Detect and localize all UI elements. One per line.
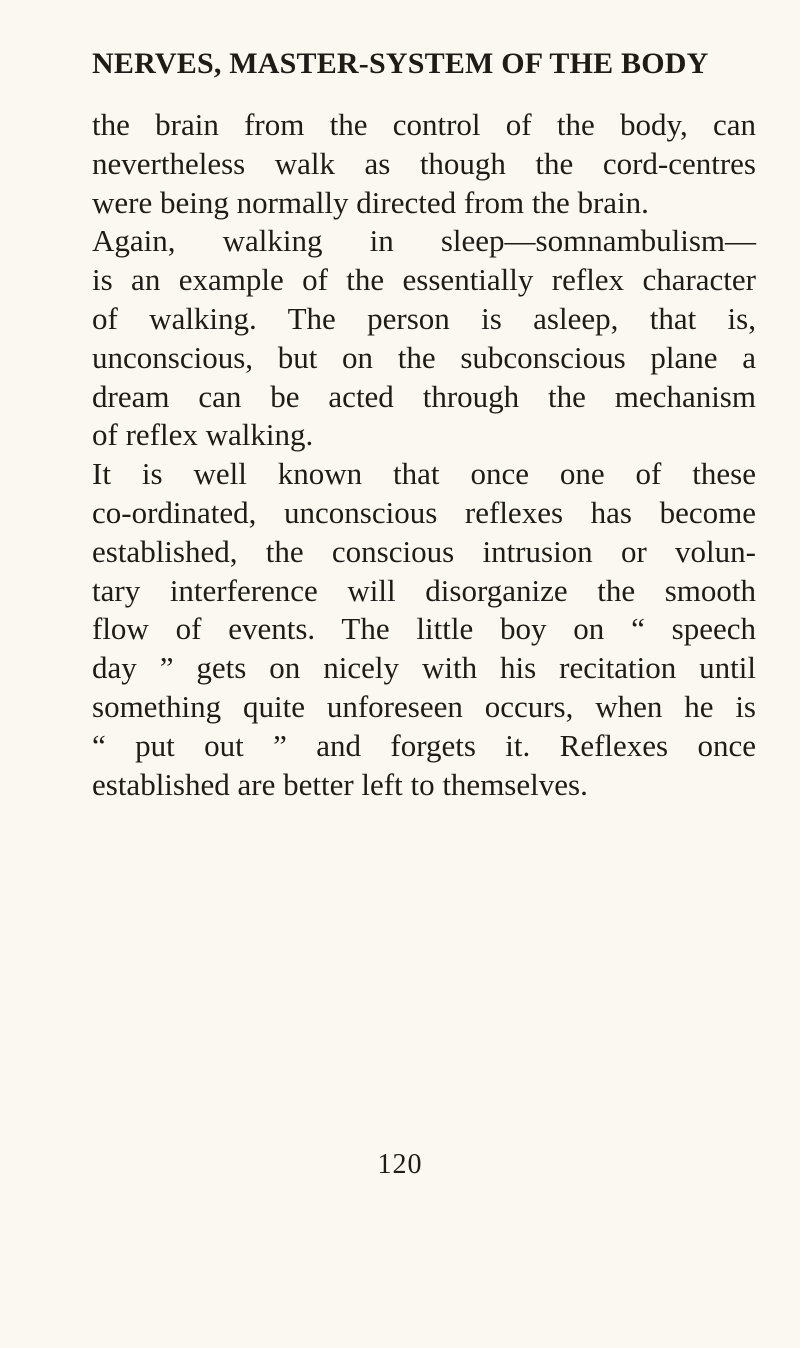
text-line: dream can be acted through the mechanism (92, 378, 756, 414)
text-line: of walking. The person is asleep, that is, (92, 300, 756, 336)
text-line: It is well known that once one of these (92, 456, 756, 492)
text-line: tary interference will disorganize the smooth (92, 572, 756, 608)
text-line: flow of events. The little boy on “ speech (92, 611, 756, 647)
text-line: of reflex walking. (92, 417, 314, 453)
page-number: 120 (377, 1149, 423, 1180)
text-line: something quite unforeseen occurs, when he is (92, 688, 756, 724)
text-line: Again, walking in sleep—somnambulism— (92, 223, 756, 259)
text-line: the brain from the control of the body, can (92, 107, 756, 142)
text-line: day ” gets on nicely with his recitation until (92, 650, 756, 686)
text-line: nevertheless walk as though the cord-centres (92, 145, 756, 181)
text-line: “ put out ” and forgets it. Reflexes once (92, 727, 756, 763)
running-head: NERVES, MASTER-SYSTEM OF THE BODY (92, 47, 709, 80)
text-line: were being normally directed from the brain. (92, 184, 649, 220)
text-line: co-ordinated, unconscious reflexes has become (92, 494, 756, 530)
body-text (92, 106, 756, 804)
text-line: unconscious, but on the subconscious plane a (92, 339, 756, 375)
text-line: established, the conscious intrusion or volun- (92, 533, 756, 569)
text-line: is an example of the essentially reflex character (92, 262, 756, 298)
text-line: established are better left to themselves. (92, 766, 588, 802)
